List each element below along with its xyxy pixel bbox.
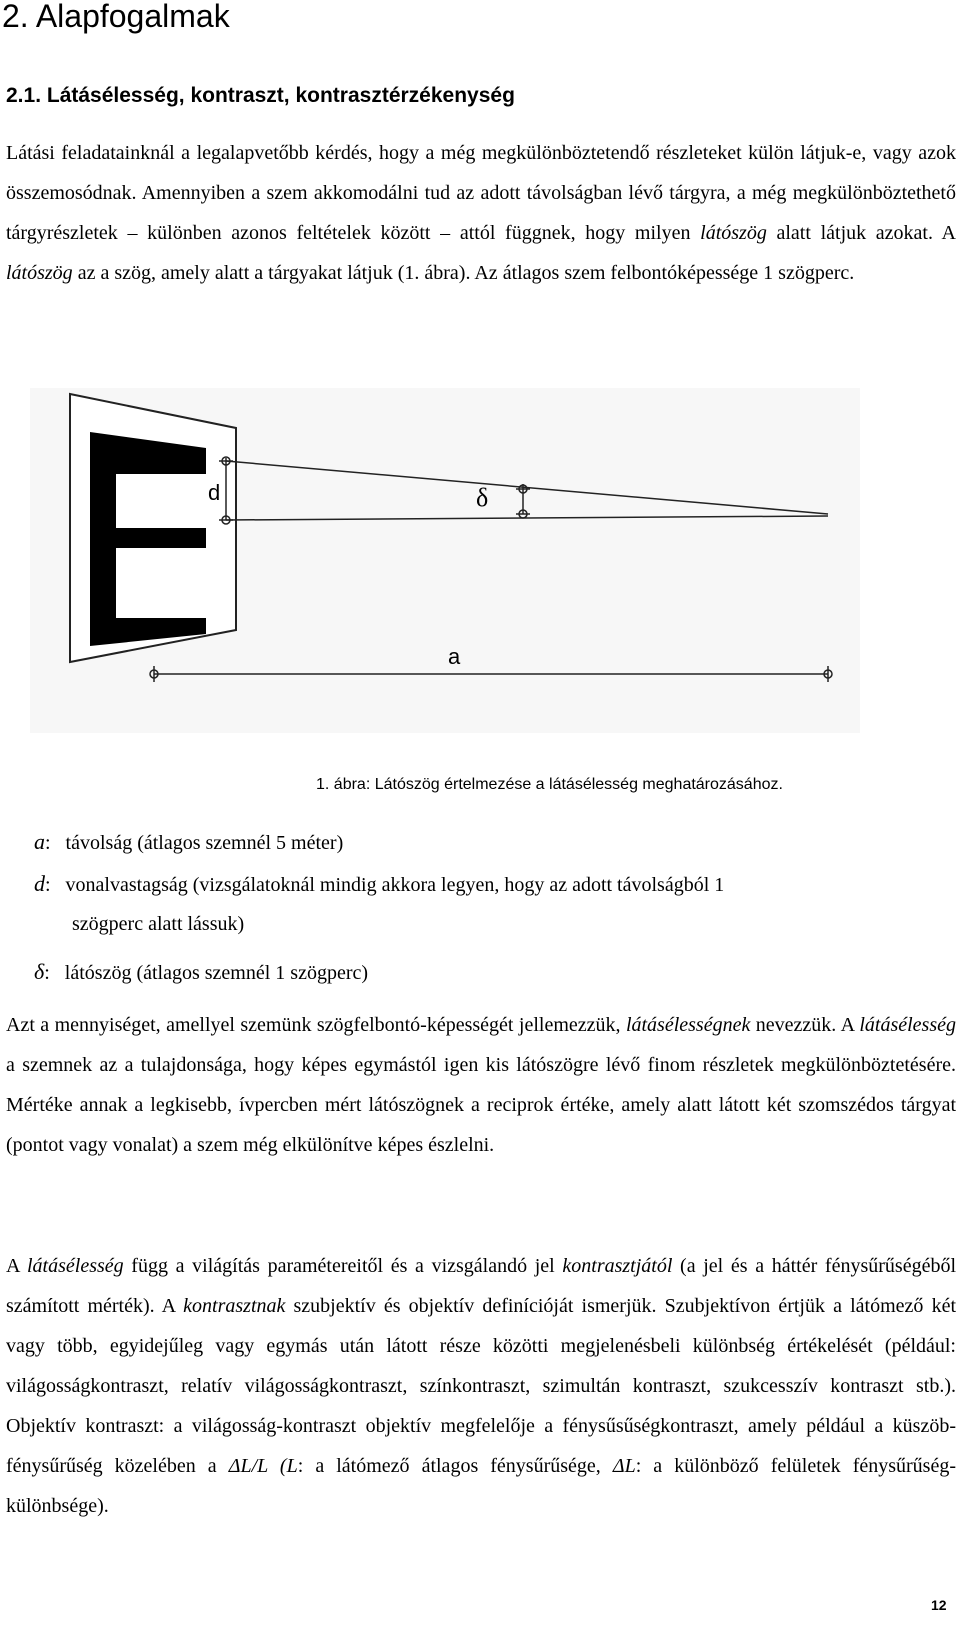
definition-d [6,864,956,905]
paragraph-acuity [6,1005,956,1165]
definition-text: : vonalvastagság (vizsgálatoknál mindig akkora legyen, hogy az adott távolságból 1 [45,874,725,896]
text-run: a szemnek az a tulajdonsága, hogy képes egymástól igen kis látószögre lévő finom részletek megkülönböztetésére. Mértéke annak a legkisebb, ívpercben mért látószögnek a reciprok értéke, amely alatt látott két szomszédos tárgyat (pontot vagy vonalat) a szem még elkülönítve képes észlelni. [6,1054,956,1156]
italic-term: kontrasztjától [562,1255,673,1277]
formula: ΔL [612,1455,636,1477]
symbol-delta: δ [34,959,45,984]
figure-visual-angle [30,388,890,748]
text-run: : a látómező átlagos fénysűrűsége, [297,1455,613,1477]
text-run: Látási feladatainknál a legalapvetőbb kérdés, hogy a még megkülönböztetendő részleteket külön látjuk-e, vagy azok összemosódnak. Amennyiben a szem akkomodálni tud az adott távolságban lévő tárgyra, a még megkülönböztethető tárgyrészletek – különben azonos feltételek között – attól függnek, hogy milyen [6,142,956,244]
section-heading: 2.1. Látásélesség, kontraszt, kontrasztérzékenység [6,84,515,107]
paragraph-contrast [6,1246,956,1526]
text-run: az a szög, amely alatt a tárgyakat látjuk (1. ábra). Az átlagos szem felbontóképessége 1 szögperc. [72,262,855,284]
formula: ΔL/L (L [228,1455,298,1477]
paragraph-intro [6,133,956,293]
definition-text: : látószög (átlagos szemnél 1 szögperc) [44,962,369,984]
page-number: 12 [931,1597,947,1613]
symbol-d: d [34,871,45,896]
definition-text: : távolság (átlagos szemnél 5 méter) [45,832,344,854]
label-delta: δ [476,483,489,512]
text-run: : a különböző felületek fénysűrűség-különbsége). [6,1455,956,1517]
definition-a [6,822,343,863]
page-heading: 2. Alapfogalmak [2,0,230,34]
symbol-a: a [34,829,45,854]
text-run: függ a világítás paramétereitől és a vizsgálandó jel [123,1255,563,1277]
text-run: nevezzük. A [750,1014,860,1036]
figure-caption: 1. ábra: Látószög értelmezése a látásélesség meghatározásához. [316,776,783,793]
text-run: A [6,1255,27,1277]
italic-term: látásélességnek [625,1014,751,1036]
text-run: alatt látjuk azokat. A [766,222,956,244]
label-d: d [208,480,221,505]
italic-term: látószög [700,222,767,244]
definition-delta [6,952,368,993]
text-run: szubjektív és objektív definícióját ismerjük. Szubjektívon értjük a látómező két vagy több, egyidejűleg vagy egymás után látott része közötti megjelenésbeli különbség értékelését (például: világosságkontraszt, relatív világosságkontraszt, színkontraszt, szimultán kontraszt, szukcesszív kontraszt stb.). Objektív kontraszt: a világosság-kontraszt objektív megfelelője a fénysűsűségkontraszt, amely például a küszöb-fénysűrűség közelében a [6,1295,956,1477]
definition-d-continuation: szögperc alatt lássuk) [72,913,245,935]
italic-term: kontrasztnak [183,1295,286,1317]
text-run: Azt a mennyiséget, amellyel szemünk szögfelbontó-képességét jellemezzük, [6,1014,626,1036]
italic-term: látásélesség [859,1014,956,1036]
text-run: (a jel és a háttér fénysűrűségéből számított mérték). A [6,1255,956,1317]
label-a: a [448,644,461,669]
italic-term: látószög [6,262,73,284]
italic-term: látásélesség [27,1255,124,1277]
